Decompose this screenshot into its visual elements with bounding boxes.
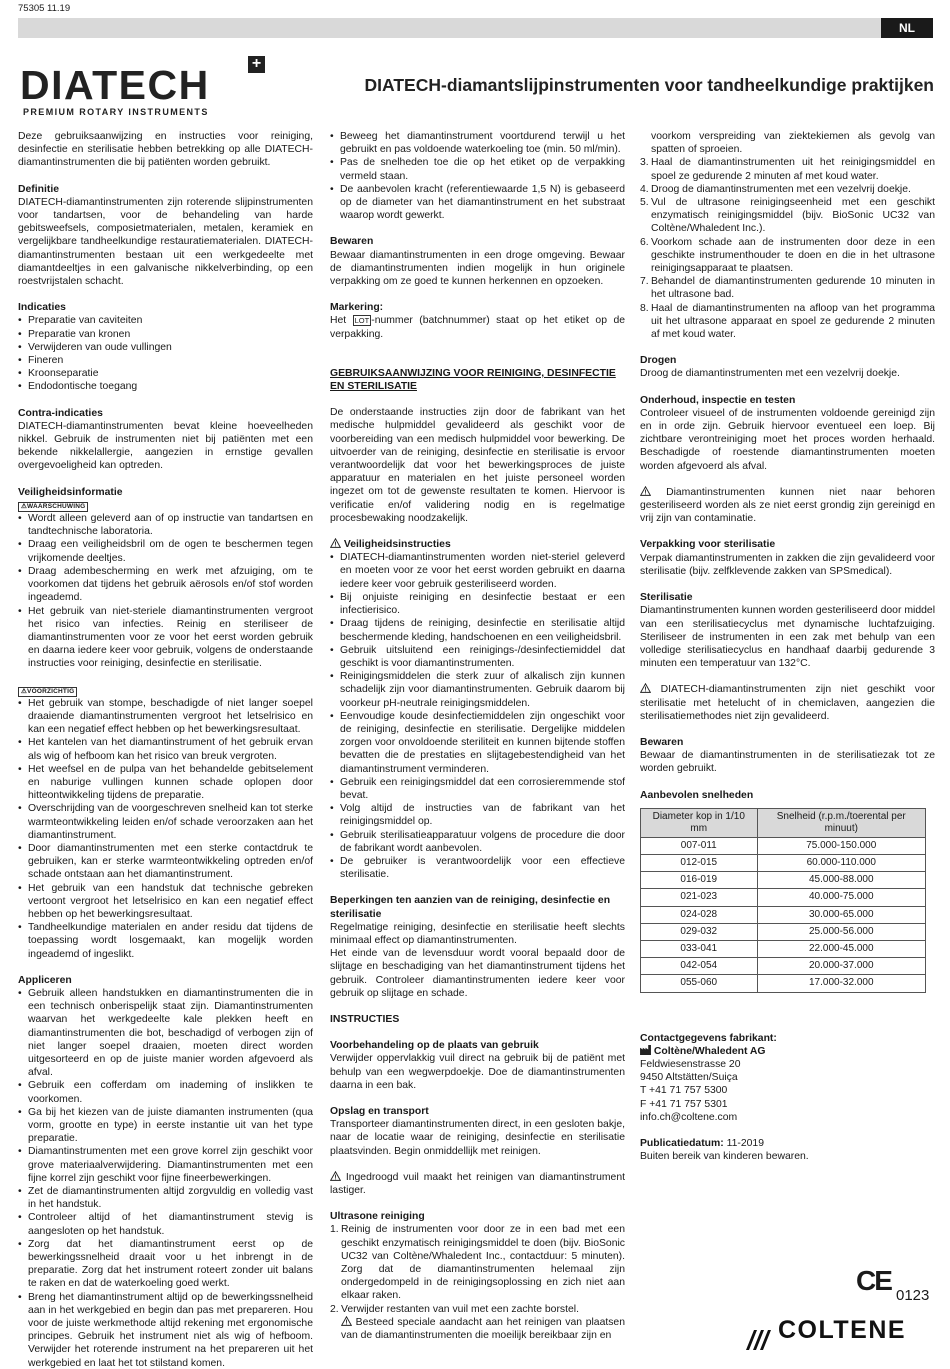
caution-badge-label: VOORZICHTIG	[27, 687, 75, 695]
table-row	[641, 923, 926, 940]
step-text: Droog de diamantinstrumenten met een vezelvrij doekje.	[651, 183, 911, 195]
list-item: • Diamantinstrumenten met een grove korrel zijn geschikt voor grove materiaalverwijdering. Diamantinstrumenten met een fijne korrel zijn geschikt voor fijne fineerbewerkingen.	[18, 1145, 313, 1185]
warning-badge: ⚠WAARSCHUWING	[18, 502, 88, 512]
header-bar	[18, 18, 933, 38]
logo-tagline: PREMIUM ROTARY INSTRUMENTS	[23, 107, 209, 117]
column-3	[640, 130, 935, 1163]
dried-dirt-note	[330, 1171, 625, 1197]
list-item: • Tandheelkundige materialen en ander residu dat tijdens de toepassing wordt losgemaakt, kan mogelijk worden ingeademd of ingeslikt.	[18, 921, 313, 961]
contra-text: DIATECH-diamantinstrumenten bevat kleine hoeveelheden nikkel. Gebruik de instrumenten niet bij patiënten met een bekende nikkelallergie, aangezien in ernstige gevallen overgevoeligheid kan optreden.	[18, 420, 313, 472]
section-heading: Drogen	[640, 355, 677, 367]
step-text: Vul de ultrasone reinigingseenheid met een geschikt enzymatisch reinigingsmiddel (bijv. BioSonic UC32 van Coltène/Whaledent Inc.).	[651, 197, 935, 235]
list-item: • De gebruiker is verantwoordelijk voor een effectieve sterilisatie.	[330, 855, 625, 881]
section-heading: Voorbehandeling op de plaats van gebruik	[330, 1040, 539, 1052]
packaging-text: Verpak diamantinstrumenten in zakken die zijn gevalideerd voor sterilisatie (bijv. zelfklevende zakken van SPSmedical).	[640, 552, 935, 577]
list-item: • Gebruik sterilisatieapparatuur volgens de procedure die door de fabrikant wordt aanbevolen.	[330, 829, 625, 855]
section-heading: GEBRUIKSAANWIJZING VOOR REINIGING, DESINFECTIE EN STERILISATIE	[330, 367, 616, 393]
caution-badge: ⚠VOORZICHTIG	[18, 687, 77, 697]
table-cell: 45.000-88.000	[757, 872, 925, 889]
table-header-cell: Diameter kop in 1/10 mm	[641, 808, 758, 837]
list-item: • Wordt alleen geleverd aan of op instructie van tandartsen en tandtechnische laboratoria.	[18, 512, 313, 538]
diatech-logo	[20, 55, 262, 119]
table-row	[641, 940, 926, 957]
ultrasonic-steps	[330, 1223, 625, 1315]
section-heading: Onderhoud, inspectie en testen	[640, 394, 796, 406]
ultrasonic-note-continued: voorkom verspreiding van ziektekiemen als gevolg van spatten of sproeien.	[651, 131, 935, 156]
publication-value: 11-2019	[723, 1137, 764, 1149]
list-item	[640, 236, 935, 276]
apply-list	[18, 987, 313, 1369]
table-cell: 22.000-45.000	[757, 940, 925, 957]
step-text: Reinig de instrumenten voor door ze in een bad met een geschikt enzymatisch reinigingsmiddel te doen (bijv. BioSonic UC32 van Coltène/Whaledent Inc., contactduur: 5 minuten). Zorg dat de diamantinstrumenten helemaal zijn ondergedompeld in de reinigingsoplossing en zich niet aan elkaar raken.	[341, 1224, 625, 1302]
list-item: • Ga bij het kiezen van de juiste diamanten instrumenten (qua vorm, grootte en type) in eerste instantie uit van het type preparatie.	[18, 1106, 313, 1146]
heading-label: Veiligheidsinstructies	[343, 539, 451, 551]
list-item	[330, 1303, 625, 1316]
list-item: • Door diamantinstrumenten met een sterke contactdruk te gebruiken, kan er sterke warmteontwikkeling optreden en/of schade ontstaan aan het diamantinstrument.	[18, 842, 313, 882]
phone-number: T +41 71 757 5300	[640, 1085, 728, 1097]
list-item: • Overschrijding van de voorgeschreven snelheid kan tot sterke warmteontwikkeling leiden en/of schade veroorzaken aan het diamantinstrument.	[18, 802, 313, 842]
indications-list	[18, 314, 313, 393]
ultrasonic-note	[330, 1316, 625, 1342]
list-item: • Bij onjuiste reiniging en desinfectie bestaat er een infectierisico.	[330, 591, 625, 617]
list-item	[330, 1223, 625, 1302]
table-cell: 033-041	[641, 940, 758, 957]
table-header-row	[641, 808, 926, 837]
safety-list	[330, 551, 625, 881]
list-item: • Beweeg het diamantinstrument voortdurend terwijl u het gebruikt en pas voldoende waterkoeling toe (min. 50 ml/min).	[330, 130, 625, 156]
speed-table	[640, 808, 926, 993]
list-item: • Fineren	[18, 354, 313, 367]
table-header-cell: Snelheid (r.p.m./toerental per minuut)	[757, 808, 925, 837]
manufacturer-name	[640, 1045, 935, 1058]
maintenance-text: Controleer visueel of de instrumenten voldoende gereinigd zijn en in orde zijn. Gebruik hiervoor eventueel een loep. Bij zichtbare verontreiniging moet het proces worden herhaald. Beschadigde of roestende diamantinstrumenten moeten worden afgevoerd als afval.	[640, 407, 935, 472]
address-line: 9450 Altstätten/Suiça	[640, 1072, 738, 1084]
limits-text-2: Het einde van de levensduur wordt vooral bepaald door de slijtage en beschadiging van het diamantinstrument tijdens het gebruik. Controleer diamantinstrumenten iedere keer voor gebruik op slijtage en schade.	[330, 948, 625, 999]
list-item: • Controleer altijd of het diamantinstrument stevig is aangesloten op het handstuk.	[18, 1211, 313, 1237]
page-title: DIATECH-diamantslijpinstrumenten voor tandheelkundige praktijken	[364, 75, 934, 95]
publication-label: Publicatiedatum:	[640, 1137, 724, 1149]
marking-text	[330, 314, 625, 340]
note-text: Besteed speciale aandacht aan het reinigen van plaatsen van de diamantinstrumenten die moeilijk bereikbaar zijn en	[341, 1316, 625, 1342]
list-item: • DIATECH-diamantinstrumenten worden niet-steriel geleverd en moeten voor ze voor het eerst worden gebruikt en daarna iedere keer voor gebruik gesteriliseerd worden.	[330, 551, 625, 591]
step-number: 7.	[640, 276, 649, 288]
email-address: info.ch@coltene.com	[640, 1111, 738, 1123]
definition-text: DIATECH-diamantinstrumenten zijn roterende slijpinstrumenten voor tandartsen, voor de behandeling van harde gebitsweefsels, composietmaterialen, metalen, keramiek en vergelijkbare tandheelkundige restauratiematerialen. DIATECH-diamantinstrumenten bestaan uit een werkgedeelte met diamantdeeltjes in een galvanische nikkelverbinding, op een roestvrijstalen schacht.	[18, 196, 313, 288]
section-heading: Beperkingen ten aanzien van de reiniging, desinfectie en sterilisatie	[330, 895, 611, 920]
list-item	[640, 302, 935, 342]
section-heading	[330, 538, 625, 551]
warning-list	[18, 512, 313, 670]
list-item: • Gebruik een reinigingsmiddel dat een corrosieremmende stof bevat.	[330, 776, 625, 802]
warning-badge-label: WAARSCHUWING	[27, 502, 86, 510]
section-heading: Verpakking voor sterilisatie	[640, 539, 776, 551]
list-item: • Draag een veiligheidsbril om de ogen te beschermen tegen vrijkomende deeltjes.	[18, 538, 313, 564]
list-item: • Het weefsel en de pulpa van het behandelde gebitselement en naburige vullingen kunnen schade oplopen door hitteontwikkeling tijdens de preparatie.	[18, 763, 313, 803]
column-1	[18, 130, 313, 1369]
coltene-wordmark: COLTENE	[778, 1316, 907, 1344]
step-text: Behandel de diamantinstrumenten gedurende 10 minuten in het ultrasone bad.	[651, 276, 935, 301]
list-item: • Kroonseparatie	[18, 367, 313, 380]
step-text: Voorkom schade aan de instrumenten door deze in een geschikte instrumenthouder te doen en die in het ultrasone reinigingsapparaat te plaatsen.	[651, 236, 935, 275]
step-text: Haal de diamantinstrumenten na afloop van het programma uit het ultrasone apparaat en spoel ze gedurende 2 minuten af met koud water.	[651, 302, 935, 341]
table-row	[641, 958, 926, 975]
warning-icon	[341, 1316, 352, 1326]
instructions-intro: De onderstaande instructies zijn door de fabrikant van het medische hulpmiddel gevalideerd als geschikt voor de voorbereiding van een medisch hulpmiddel voor bewerking. De uitvoerder van de reiniging, desinfectie en sterilisatie is ervoor verantwoordelijk dat voor het bewerkingsproces de juiste apparatuur en materialen en het juiste personeel worden ingezet om tot de gewenste resultaten te komen. Hiervoor is verificatie en/of validering nodig en is regelmatige procesbewaking noodzakelijk.	[330, 407, 625, 524]
step-text: Haal de diamantinstrumenten uit het reinigingsmiddel en spoel ze gedurende 2 minuten af met koud water.	[651, 157, 935, 182]
list-item: • Draag adembescherming en werk met afzuiging, om te voorkomen dat tijdens het gebruik aërosols en/of stof worden ingeademd.	[18, 565, 313, 605]
coltene-logo-icon	[744, 1328, 774, 1352]
list-item: • Reinigingsmiddelen die sterk zuur of alkalisch zijn kunnen schadelijk zijn voor diamantinstrumenten. Gebruik daarom bij voorkeur pH-neutrale reinigingsmiddelen.	[330, 670, 625, 710]
list-item: • Eenvoudige koude desinfectiemiddelen zijn ongeschikt voor de reiniging, desinfectie en sterilisatie. Dergelijke middelen zorgen voor onvoldoende steriliteit en kunnen bijtende stoffen bevatten die de prestaties en slijtagebestendigheid van het diamantinstrument verminderen.	[330, 710, 625, 776]
document-code: 75305 11.19	[18, 3, 71, 14]
list-item: • Breng het diamantinstrument altijd op de bewerkingssnelheid aan in het werkgebied en begin dan pas met prepareren. Hou voor de juiste werkmethode altijd rekening met ergonomische principes. Gebruik het instrument niet als wig of hefboom. Verwijder het roterende instrument na het prepareren uit het werkgebied en laat het tot stilstand komen.	[18, 1291, 313, 1369]
table-cell: 055-060	[641, 975, 758, 992]
lot-symbol: LOT	[354, 316, 370, 326]
fax-number: F +41 71 757 5301	[640, 1098, 728, 1110]
step-number: 4.	[640, 183, 649, 195]
publication-date	[640, 1137, 935, 1150]
section-heading: Appliceren	[18, 974, 72, 986]
intro-text: Deze gebruiksaanwijzing en instructies voor reiniging, desinfectie en sterilisatie hebben betrekking op alle DIATECH-diamantinstrumenten die bij patiënten worden gebruikt.	[18, 131, 313, 169]
storage-text: Bewaar de diamantinstrumenten in de sterilisatiezak tot ze worden gebruikt.	[640, 750, 935, 775]
section-heading: Contactgegevens fabrikant:	[640, 1032, 777, 1044]
section-heading: Bewaren	[330, 236, 374, 248]
list-item: • Draag tijdens de reiniging, desinfectie en sterilisatie altijd beschermende kleding, handschoenen en een veiligheidsbril.	[330, 617, 625, 643]
sterilization-warning	[640, 683, 935, 723]
table-row	[641, 872, 926, 889]
table-cell: 021-023	[641, 889, 758, 906]
list-item: • Gebruik een cofferdam om inademing of inslikken te voorkomen.	[18, 1079, 313, 1105]
table-cell: 007-011	[641, 837, 758, 854]
list-item: • Preparatie van kronen	[18, 328, 313, 341]
list-item: • Pas de snelheden toe die op het etiket op de verpakking vermeld staan.	[330, 156, 625, 182]
table-cell: 17.000-32.000	[757, 975, 925, 992]
caution-list	[18, 697, 313, 961]
step-number: 3.	[640, 157, 649, 169]
ultrasonic-steps-continued	[640, 156, 935, 341]
apply-list-continued	[330, 130, 625, 222]
list-item: • Gebruik uitsluitend een reinigings-/desinfectiemiddel dat geschikt is voor diamantinstrumenten.	[330, 644, 625, 670]
table-cell: 042-054	[641, 958, 758, 975]
list-item: • Endodontische toegang	[18, 380, 313, 393]
table-cell: 20.000-37.000	[757, 958, 925, 975]
marking-suffix: -nummer (batchnummer) staat op het etiket op de verpakking.	[330, 315, 625, 340]
warning-icon	[330, 538, 341, 548]
step-text: Verwijder restanten van vuil met een zachte borstel.	[341, 1303, 579, 1315]
list-item: • Zorg dat het diamantinstrument eerst op de bewerkingssnelheid draait voor u het inbrengt in de preparatie. Zorg dat het instrument roteert zonder uit balans te raken en dat de waterkoeling goed werkt.	[18, 1238, 313, 1291]
table-cell: 30.000-65.000	[757, 906, 925, 923]
maintenance-warning	[640, 486, 935, 526]
list-item: • Het gebruik van niet-steriele diamantinstrumenten vergroot het risico van infecties. Reinig en steriliseer de diamantinstrumenten voor ze voor het eerst worden gebruik en daarna iedere keer voor gebruik, volgens de onderstaande instructies voor reiniging, desinfectie en sterilisatie.	[18, 605, 313, 671]
section-heading: INSTRUCTIES	[330, 1013, 400, 1025]
factory-icon	[640, 1045, 651, 1055]
warning-icon	[330, 1171, 341, 1181]
logo-plus-icon: +	[248, 56, 265, 73]
step-number: 2.	[330, 1303, 339, 1315]
section-heading: Opslag en transport	[330, 1106, 429, 1117]
sterilization-text: Diamantinstrumenten kunnen worden gesteriliseerd door middel van een sterilisatiecyclus met dynamische luchtafzuiging. Steriliseer de instrumenten in een zak met behulp van een volledige sterilisatiecyclus en handhaaf daarbij gedurende 3 minuten een temperatuur van 132°C.	[640, 605, 935, 670]
ce-mark: CE	[856, 1265, 891, 1296]
step-number: 1.	[330, 1224, 339, 1236]
section-heading: Ultrasone reiniging	[330, 1211, 425, 1223]
section-heading: Veiligheidsinformatie	[18, 486, 123, 498]
warning-icon	[640, 683, 651, 693]
limits-text-1: Regelmatige reiniging, desinfectie en sterilisatie heeft slechts minimaal effect op diamantinstrumenten.	[330, 921, 625, 946]
section-heading: Markering:	[330, 302, 384, 314]
table-cell: 60.000-110.000	[757, 854, 925, 871]
column-2	[330, 130, 625, 1342]
list-item: • Gebruik alleen handstukken en diamantinstrumenten die in een technisch onberispelijk staat zijn. Diamantinstrumenten waarvan het werkgedeelte kale plekken heeft en diamantinstrumenten die bot, beschadigd of verbogen zijn of niet langer soepel draaien, moeten direct worden uitgesorteerd en op de juiste manier worden afgevoerd als afval.	[18, 987, 313, 1079]
step-number: 5.	[640, 197, 649, 209]
transport-text: Transporteer diamantinstrumenten direct, in een gesloten bakje, naar de locatie waar de reiniging, desinfectie en sterilisatie plaatsvinden. Begin onmiddellijk met reinigen.	[330, 1119, 625, 1157]
language-badge: NL	[881, 18, 933, 38]
section-heading: Aanbevolen snelheden	[640, 789, 754, 801]
note-text: Ingedroogd vuil maakt het reinigen van diamantinstrument lastiger.	[330, 1171, 625, 1197]
list-item	[640, 156, 935, 182]
note-text: Diamantinstrumenten kunnen niet naar behoren gesteriliseerd worden als ze niet eerst grondig zijn gereinigd en vrij zijn van contaminatie.	[640, 486, 935, 525]
list-item: • Volg altijd de instructies van de fabrikant van het reinigingsmiddel op.	[330, 802, 625, 828]
drying-text: Droog de diamantinstrumenten met een vezelvrij doekje.	[640, 368, 900, 380]
list-item: • Het gebruik van een handstuk dat technische gebreken vertoont vergroot het letselrisico en kan een negatief effect hebben op het bewerkingsresultaat.	[18, 882, 313, 922]
storage-text: Bewaar diamantinstrumenten in een droge omgeving. Bewaar de diamantinstrumenten indien mogelijk in hun originele verpakking om ze goed te kunnen herkennen en opzoeken.	[330, 249, 625, 288]
list-item: • Preparatie van caviteiten	[18, 314, 313, 327]
section-heading: Definitie	[18, 183, 59, 195]
warning-icon	[640, 486, 651, 496]
table-row	[641, 837, 926, 854]
marking-prefix: Het	[330, 315, 353, 327]
table-cell: 25.000-56.000	[757, 923, 925, 940]
section-heading: Sterilisatie	[640, 592, 693, 604]
table-row	[641, 975, 926, 992]
table-cell: 012-015	[641, 854, 758, 871]
list-item	[640, 275, 935, 301]
section-heading: Indicaties	[18, 302, 66, 314]
table-cell: 016-019	[641, 872, 758, 889]
table-cell: 029-032	[641, 923, 758, 940]
table-cell: 024-028	[641, 906, 758, 923]
step-number: 8.	[640, 302, 649, 314]
address-line: Feldwiesenstrasse 20	[640, 1058, 741, 1070]
list-item	[640, 196, 935, 236]
section-heading: Contra-indicaties	[18, 407, 103, 419]
logo-wordmark: DIATECH	[20, 62, 210, 108]
company-name: Coltène/Whaledent AG	[653, 1045, 766, 1057]
table-row	[641, 906, 926, 923]
note-text: DIATECH-diamantinstrumenten zijn niet geschikt voor sterilisatie met hetelucht of in chemiclaven, aangezien die sterilisatiemethodes niet zijn gevalideerd.	[640, 684, 935, 722]
list-item: • Het kantelen van het diamantinstrument of het gebruik ervan als wig of hefboom kan het risico van breuk vergroten.	[18, 736, 313, 762]
table-cell: 75.000-150.000	[757, 837, 925, 854]
keep-away-note: Buiten bereik van kinderen bewaren.	[640, 1151, 809, 1163]
step-number: 6.	[640, 236, 649, 248]
pretreatment-text: Verwijder oppervlakkig vuil direct na gebruik bij de patiënt met behulp van een wegwerpdoekje. Doe de diamantinstrumenten daarna in een bak.	[330, 1053, 625, 1091]
list-item: • De aanbevolen kracht (referentiewaarde 1,5 N) is gebaseerd op de diameter van het diamantinstrument en het substraat waarop wordt gewerkt.	[330, 183, 625, 223]
list-item: • Het gebruik van stompe, beschadigde of niet langer soepel draaiende diamantinstrumenten vergroot het letselrisico en kan een negatief effect hebben op het bewerkingsresultaat.	[18, 697, 313, 737]
table-row	[641, 854, 926, 871]
table-row	[641, 889, 926, 906]
list-item: • Zet de diamantinstrumenten altijd zorgvuldig en volledig vast in het handstuk.	[18, 1185, 313, 1211]
ce-number: 0123	[896, 1287, 930, 1304]
list-item	[640, 183, 935, 196]
table-cell: 40.000-75.000	[757, 889, 925, 906]
list-item: • Verwijderen van oude vullingen	[18, 341, 313, 354]
section-heading: Bewaren	[640, 736, 684, 748]
